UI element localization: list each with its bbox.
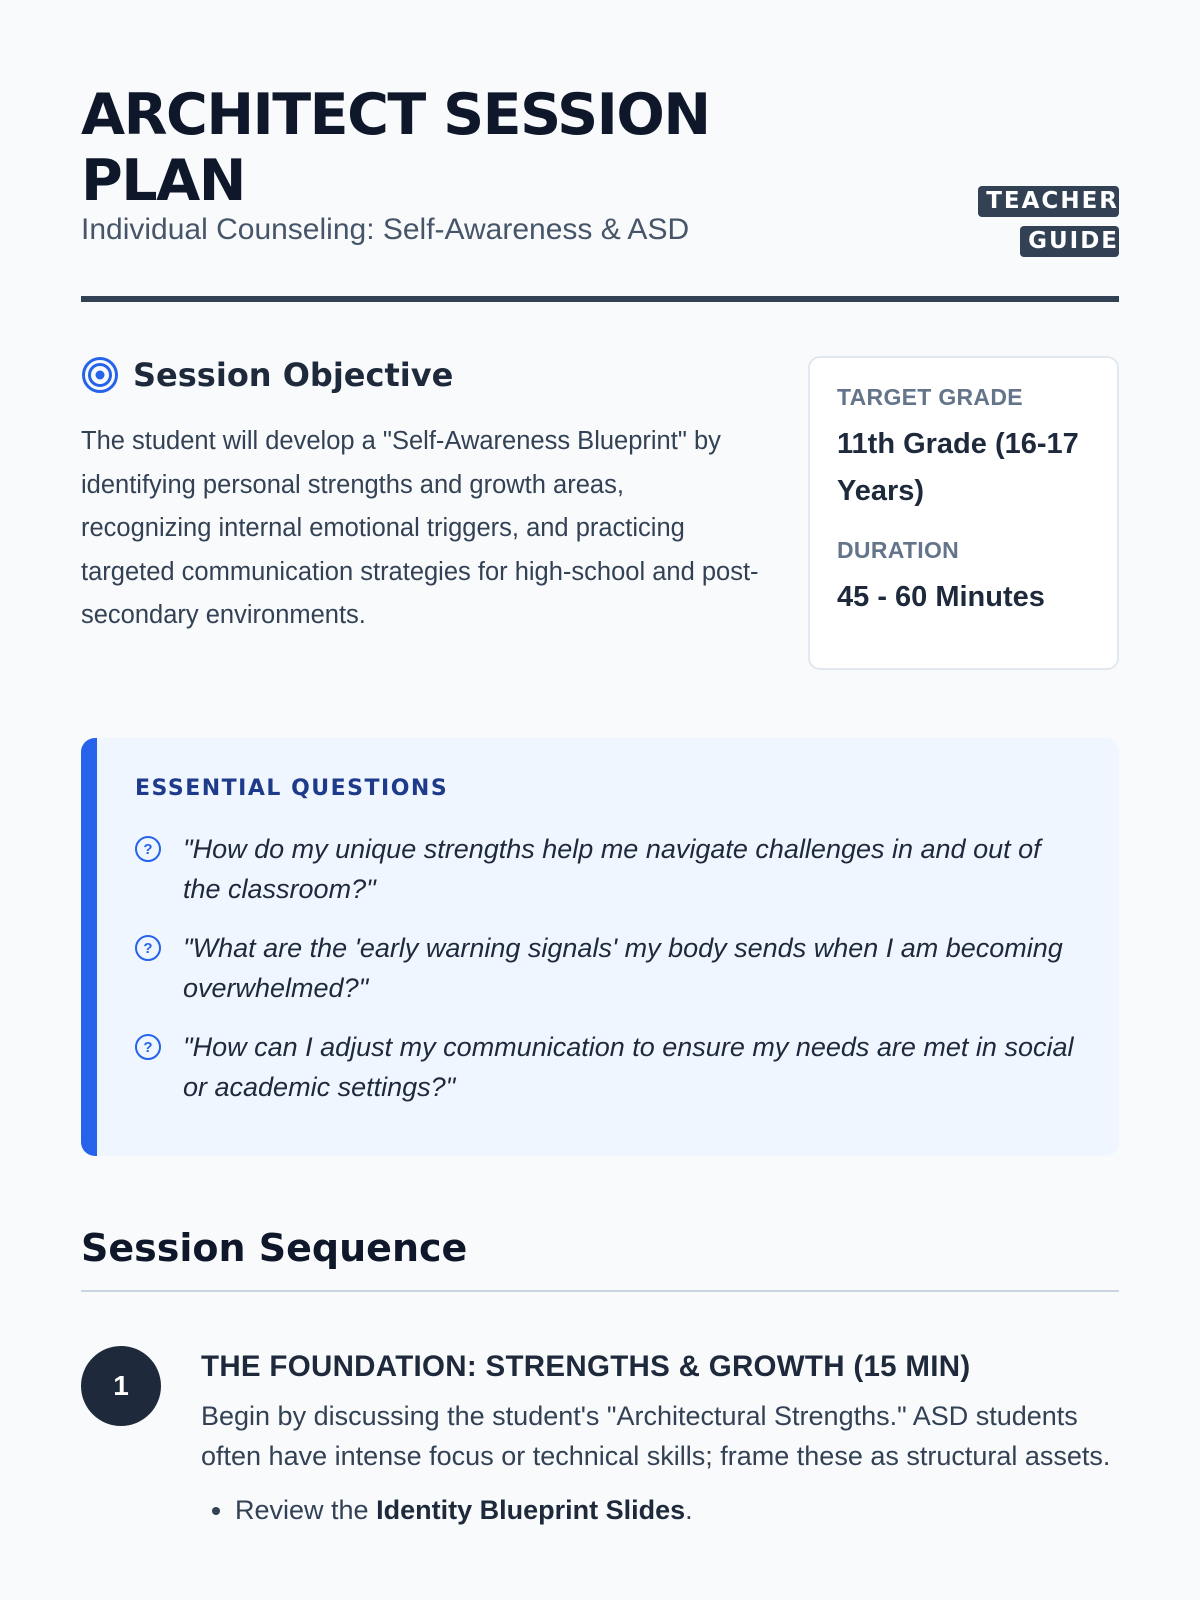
list-item [135, 1027, 1079, 1107]
step-number-badge: 1 [81, 1346, 161, 1426]
objective-text: The student will develop a "Self-Awareness Blueprint" by identifying personal strengths and growth areas, recognizing internal emotional triggers, and practicing targeted communication strategies for high-school and post-secondary environments. [81, 427, 759, 629]
essential-questions-title: ESSENTIAL QUESTIONS [135, 776, 449, 801]
page-header [81, 0, 1119, 302]
question-text: "How can I adjust my communication to ensure my needs are met in social or academic settings?" [183, 1032, 1074, 1102]
bullet-suffix: . [685, 1495, 693, 1525]
question-circle-icon: ? [135, 1034, 161, 1060]
session-info-card [808, 356, 1119, 670]
page-title: ARCHITECT SESSION PLAN [81, 82, 710, 214]
header-divider [81, 296, 1119, 302]
step-bullet-list [201, 1490, 1119, 1530]
question-circle-icon: ? [135, 836, 161, 862]
objective-section [81, 356, 1119, 670]
question-text: "How do my unique strengths help me navigate challenges in and out of the classroom?" [183, 834, 1041, 904]
badge-label: TEACHER GUIDE [978, 186, 1119, 257]
duration-value: 45 - 60 Minutes [837, 581, 1045, 613]
sequence-divider [81, 1290, 1119, 1292]
step-title: THE FOUNDATION: STRENGTHS & GROWTH (15 MIN) [201, 1350, 971, 1383]
page-subtitle: Individual Counseling: Self-Awareness & ASD [81, 213, 690, 246]
step-body [201, 1346, 1119, 1530]
question-text: "What are the 'early warning signals' my body sends when I am becoming overwhelmed?" [183, 933, 1063, 1003]
target-grade-value: 11th Grade (16-17 Years) [837, 428, 1079, 507]
target-grade-label: TARGET GRADE [837, 384, 1023, 410]
list-item [135, 829, 1079, 909]
teacher-guide-badge [965, 181, 1119, 261]
sequence-title: Session Sequence [81, 1226, 468, 1270]
target-icon [81, 356, 119, 394]
objective-heading [81, 356, 761, 394]
objective-title: Session Objective [133, 356, 454, 394]
step-text: Begin by discussing the student's "Architectural Strengths." ASD students often have intense focus or technical skills; frame these as structural assets. [201, 1401, 1111, 1471]
question-circle-icon: ? [135, 935, 161, 961]
session-sequence [81, 1226, 1119, 1530]
sequence-step [81, 1346, 1119, 1530]
essential-questions-list [135, 829, 1079, 1107]
session-objective [81, 356, 761, 638]
list-item [235, 1490, 1119, 1530]
identity-blueprint-slides-link: Identity Blueprint Slides [376, 1495, 686, 1525]
duration-label: DURATION [837, 537, 960, 563]
bullet-prefix: Review the [235, 1495, 377, 1525]
list-item [135, 928, 1079, 1008]
essential-questions-box [81, 738, 1119, 1156]
